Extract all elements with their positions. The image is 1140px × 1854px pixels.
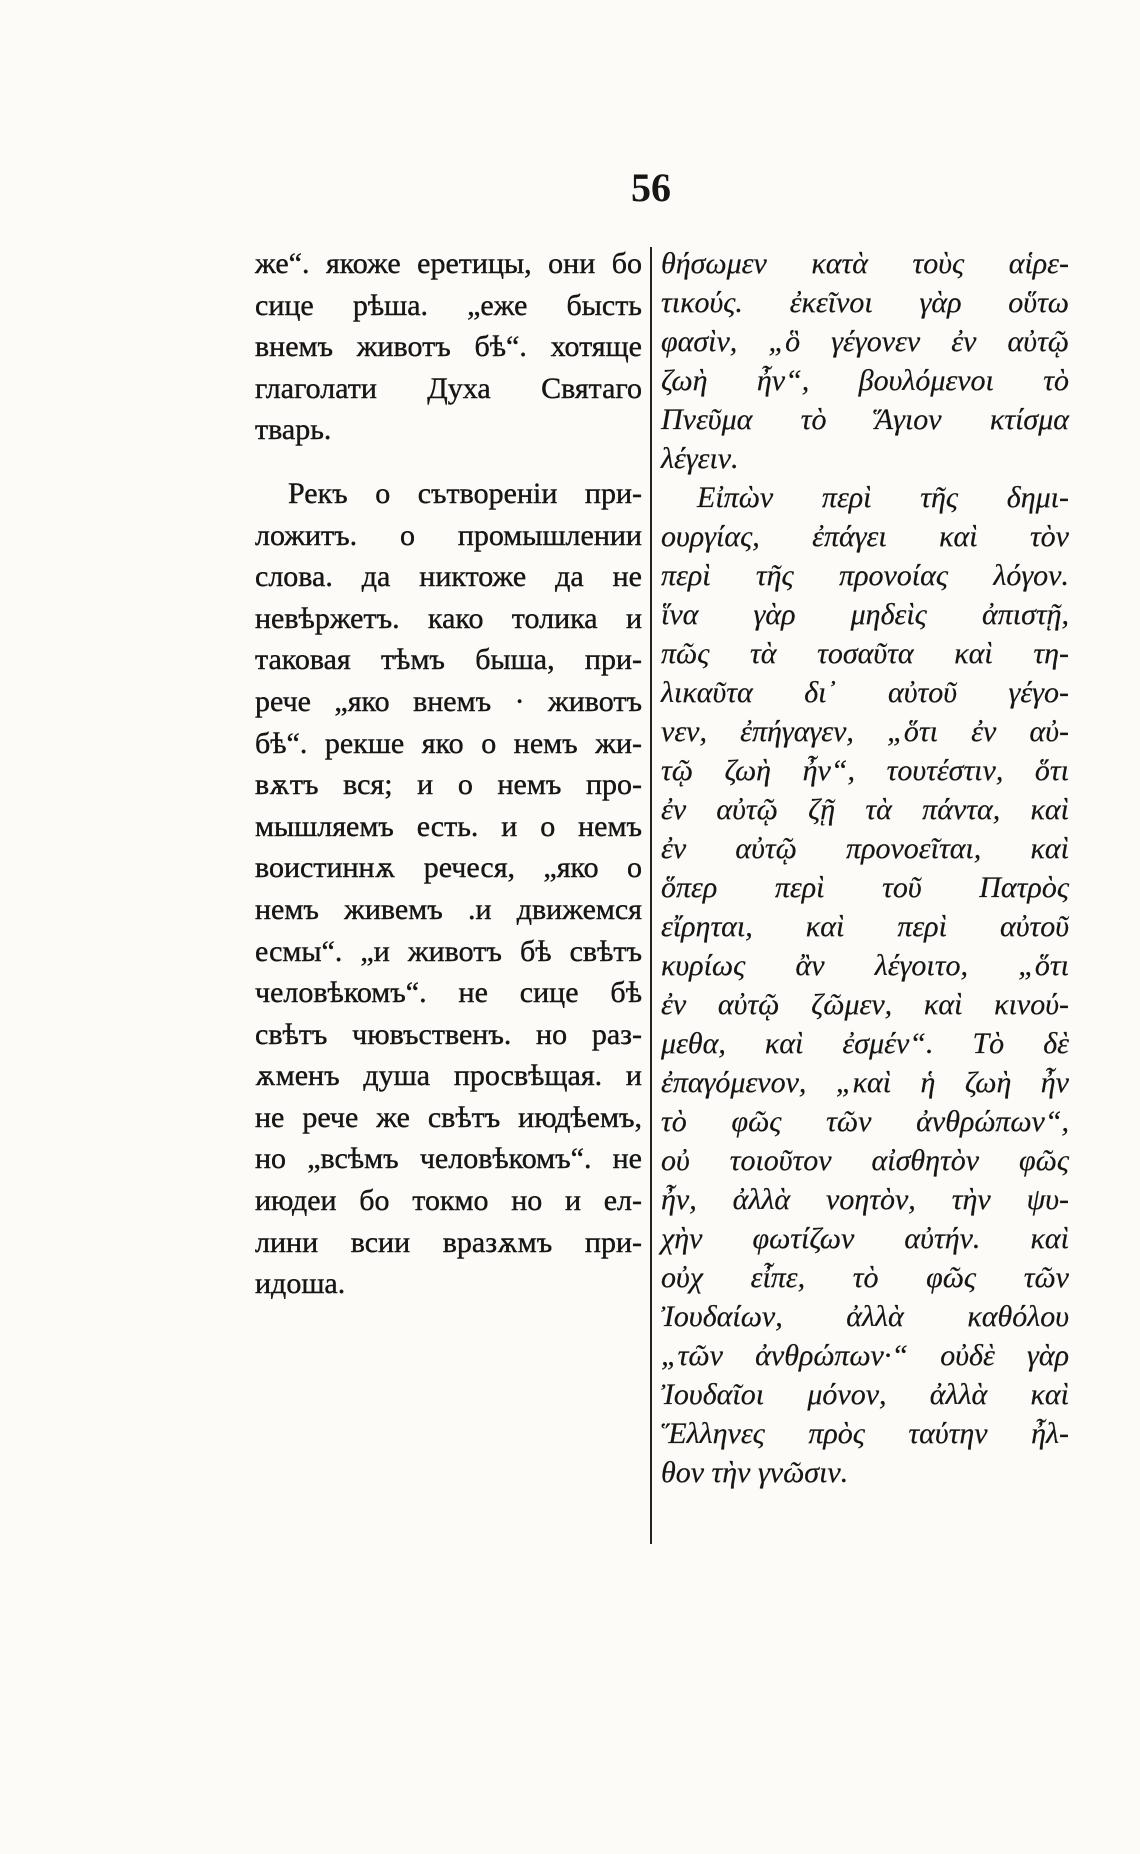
greek-text-line: Ἰουδαῖοι μόνον, ἀλλὰ καὶ <box>661 1378 1069 1411</box>
slavonic-text-line: слова. да никтоже да не <box>255 560 642 594</box>
greek-text-line: μεθα, καὶ ἐσμέν“. Τὸ δὲ <box>661 1027 1069 1060</box>
slavonic-text-line: мышляемъ есть. и о немъ <box>255 809 642 843</box>
greek-text-line: ἐν αὐτῷ ζῇ τὰ πάντα, καὶ <box>661 793 1069 826</box>
slavonic-text-line: немъ живемъ .и движемся <box>255 892 642 926</box>
slavonic-text-line: человѣкомъ“. не сице бѣ <box>255 976 642 1010</box>
greek-text-line: νεν, ἐπήγαγεν, „ὅτι ἐν αὐ- <box>661 715 1069 748</box>
greek-text-line: θήσωμεν κατὰ τοὺς αἱρε- <box>661 247 1069 280</box>
slavonic-text-line: сице рѣша. „еже бысть <box>255 288 642 322</box>
greek-text-line: λέγειν. <box>661 442 739 475</box>
slavonic-text-line: ѫменъ душа просвѣщая. и <box>255 1059 642 1093</box>
slavonic-text-line: воистиннѫ речеся, „яко о <box>255 851 642 885</box>
greek-text-line: εἴρηται, καὶ περὶ αὐτοῦ <box>661 910 1069 943</box>
slavonic-text-line: но „всѣмъ человѣкомъ“. не <box>255 1142 642 1176</box>
greek-text-line: ἐν αὐτῷ ζῶμεν, καὶ κινού- <box>661 988 1069 1021</box>
greek-text-line: ἐπαγόμενον, „καὶ ἡ ζωὴ ἦν <box>661 1066 1069 1099</box>
greek-text-line: λικαῦτα δι᾿ αὐτοῦ γέγο- <box>661 676 1069 709</box>
slavonic-text-line: внемъ животъ бѣ“. хотяще <box>255 330 642 364</box>
greek-text-line: φασὶν, „ὃ γέγονεν ἐν αὐτῷ <box>661 325 1069 358</box>
slavonic-text-line: вѫтъ вся; и о немъ про- <box>255 768 642 802</box>
slavonic-text-line: глаголати Духа Святаго <box>255 371 642 405</box>
greek-paragraph <box>661 244 1069 478</box>
greek-text-line: οὐχ εἶπε, τὸ φῶς τῶν <box>661 1261 1069 1294</box>
slavonic-text-line: бѣ“. рекше яко о немъ жи- <box>255 726 642 760</box>
greek-text-line: ἦν, ἀλλὰ νοητὸν, τὴν ψυ- <box>661 1183 1069 1216</box>
greek-text-line: πῶς τὰ τοσαῦτα καὶ τη- <box>661 637 1069 670</box>
slavonic-text-line: лини всии вразѫмъ при- <box>255 1225 642 1259</box>
slavonic-text-line: не рече же свѣтъ июдѣемъ, <box>255 1100 642 1134</box>
slavonic-text-line: Рекъ о сътвореніи при- <box>288 476 642 510</box>
slavonic-text-line: идоша. <box>255 1267 346 1301</box>
slavonic-text-line: июдеи бо токмо но и ел- <box>255 1184 642 1218</box>
greek-text-line: ζωὴ ἦν“, βουλόμενοι τὸ <box>661 364 1069 397</box>
greek-text-line: ουργίας, ἐπάγει καὶ τὸν <box>661 520 1069 553</box>
greek-text-line: χὴν φωτίζων αὐτήν. καὶ <box>661 1222 1069 1255</box>
greek-text-line: Πνεῦμα τὸ Ἅγιον κτίσμα <box>661 403 1069 436</box>
slavonic-text-line: есмы“. „и животъ бѣ свѣтъ <box>255 934 642 968</box>
greek-column <box>661 244 1069 1492</box>
greek-text-line: κυρίως ἂν λέγοιτο, „ὅτι <box>661 949 1069 982</box>
greek-text-line: περὶ τῆς προνοίας λόγον. <box>661 559 1069 592</box>
greek-paragraph <box>661 478 1069 1492</box>
greek-text-line: ὅπερ περὶ τοῦ Πατρὸς <box>661 871 1069 904</box>
column-divider <box>650 247 652 1544</box>
slavonic-text-line: рече „яко внемъ · животъ <box>255 684 642 718</box>
greek-text-line: Εἰπὼν περὶ τῆς δημι- <box>697 481 1069 514</box>
greek-text-line: ἐν αὐτῷ προνοεῖται, καὶ <box>661 832 1069 865</box>
slavonic-text-line: свѣтъ чювъственъ. но раз- <box>255 1017 642 1051</box>
slavonic-text-line: невѣржетъ. како толика и <box>255 601 642 635</box>
slavonic-paragraph <box>255 473 642 1305</box>
slavonic-text-line: тварь. <box>255 413 332 447</box>
greek-text-line: θον τὴν γνῶσιν. <box>661 1456 849 1489</box>
slavonic-text-line: ложитъ. о промышлении <box>255 518 642 552</box>
greek-text-line: ἵνα γὰρ μηδεὶς ἀπιστῇ, <box>661 598 1069 631</box>
slavonic-text-line: таковая тѣмъ быша, при- <box>255 643 642 677</box>
greek-text-line: τικούς. ἐκεῖνοι γὰρ οὕτω <box>661 286 1069 319</box>
slavonic-text-line: же“. якоже еретицы, они бо <box>255 247 642 280</box>
greek-text-line: τῷ ζωὴ ἦν“, τουτέστιν, ὅτι <box>661 754 1069 787</box>
greek-text-line: „τῶν ἀνθρώπων·“ οὐδὲ γὰρ <box>661 1339 1069 1372</box>
greek-text-line: Ἰουδαίων, ἀλλὰ καθόλου <box>661 1300 1069 1333</box>
greek-text-line: Ἕλληνες πρὸς ταύτην ἦλ- <box>661 1417 1069 1450</box>
slavonic-paragraph <box>255 243 642 451</box>
slavonic-column <box>255 243 642 1305</box>
greek-text-line: οὐ τοιοῦτον αἰσθητὸν φῶς <box>661 1144 1069 1177</box>
greek-text-line: τὸ φῶς τῶν ἀνθρώπων“, <box>661 1105 1069 1138</box>
page-number: 56 <box>631 165 671 210</box>
